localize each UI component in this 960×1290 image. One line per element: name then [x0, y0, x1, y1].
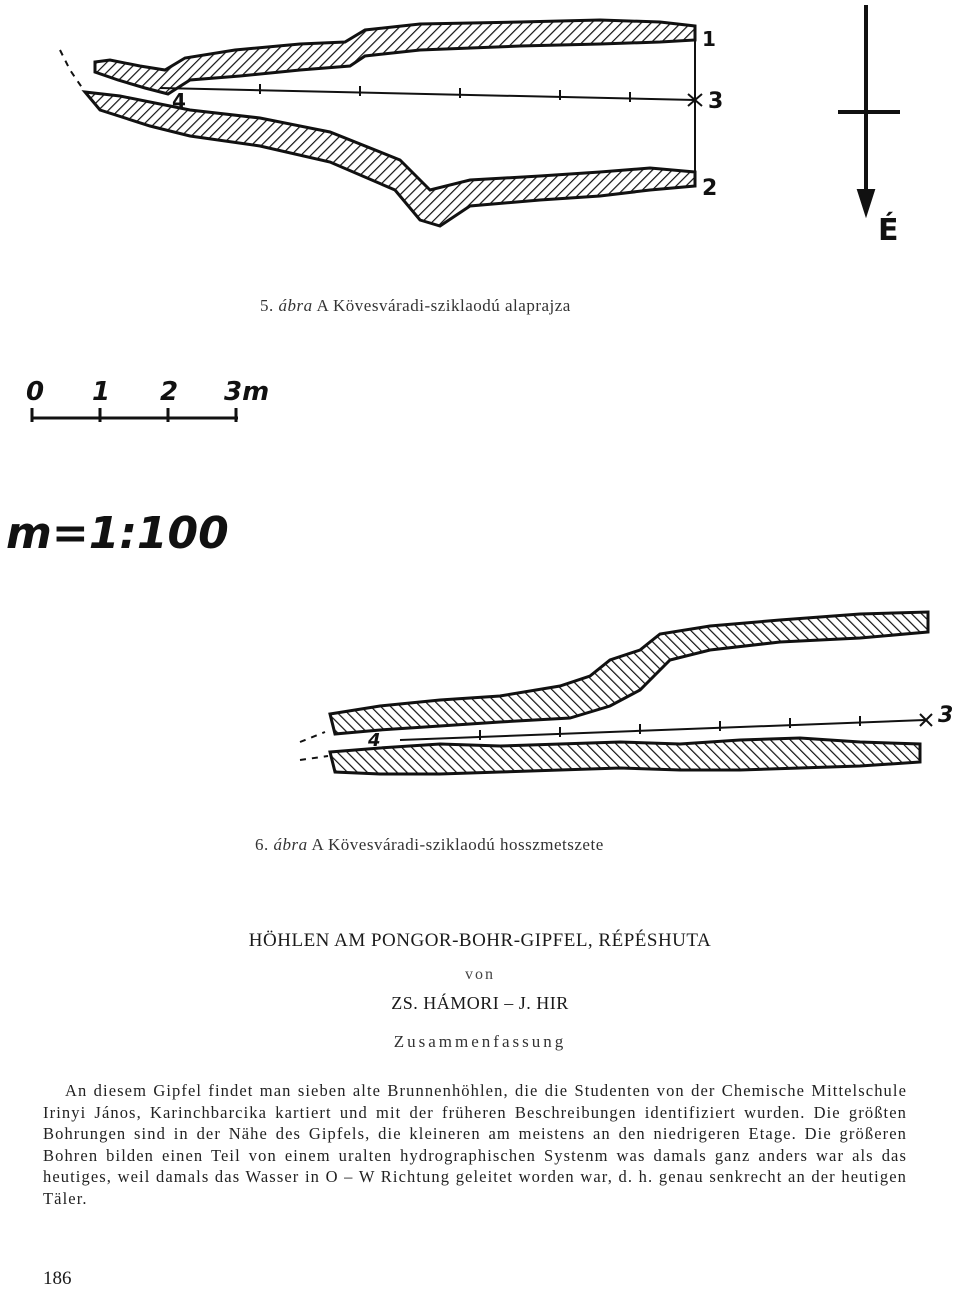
scale-tick-0: 0	[26, 377, 45, 407]
north-label: É	[878, 213, 899, 248]
abstract-paragraph: An diesem Gipfel findet man sieben alte Brunnenhöhlen, die die Studenten von der Chemische Mittelschule Irinyi János, Karinchbarcika kartiert und mit der früheren Beschreibungen identifiziert wurden. Die größten Bohrungen sind in der Nähe des Gipfels, die kleineren am meistens an den niedrigeren Etage. Die größeren Bohren bilden einen Teil von einem uralten hydrographischen Systenm was damals ganz anders war als das heutiges, weil damals das Wasser in O – W Richtung geleitet worden war, d. h. genau senkrecht an der heutigen Täler.	[43, 1081, 907, 1208]
section-point-label-4: 4	[368, 730, 381, 751]
section-heading: Zusammenfassung	[393, 1032, 567, 1051]
article-title: HÖHLEN AM PONGOR-BOHR-GIPFEL, RÉPÉSHUTA	[248, 930, 712, 951]
figure-5-caption-label: ábra	[278, 296, 313, 315]
figure-5-caption-number: 5.	[260, 296, 274, 315]
figure-6-caption-number: 6.	[255, 835, 269, 854]
scale-ratio: m=1:100	[6, 508, 229, 559]
point-label-4: 4	[172, 89, 186, 113]
ceiling-rock	[330, 612, 928, 734]
section-point-label-3: 3	[938, 703, 954, 728]
point-label-1: 1	[702, 27, 716, 51]
point-label-3: 3	[708, 89, 724, 114]
page-number: 186	[43, 1268, 72, 1289]
article-von: von	[465, 966, 495, 983]
figure-6-caption-text: A Kövesváradi-sziklaodú hosszmetszete	[311, 835, 604, 854]
scale-tick-2: 2	[160, 377, 179, 407]
section-entrance-dashed-line	[300, 732, 328, 760]
scale-tick-1: 1	[92, 377, 111, 407]
article-authors: ZS. HÁMORI – J. HIR	[391, 993, 569, 1013]
point-label-2: 2	[702, 176, 718, 201]
scale-tick-3: 3m	[224, 377, 270, 407]
floor-rock	[330, 738, 920, 774]
figure-5-caption-text: A Kövesváradi-sziklaodú alaprajza	[316, 296, 571, 315]
figure-6-caption-label: ábra	[273, 835, 308, 854]
figure-6-caption	[255, 835, 604, 855]
